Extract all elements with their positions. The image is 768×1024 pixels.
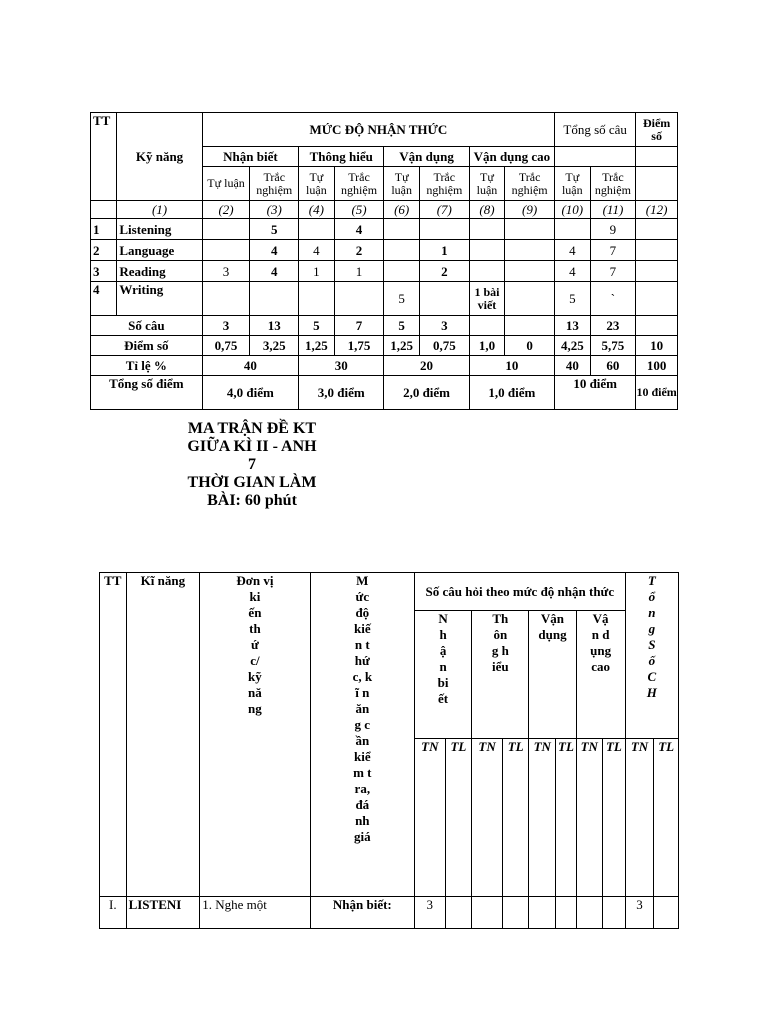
row-number: 2: [91, 240, 117, 261]
col-tl: TL: [654, 739, 679, 897]
table-cell: [636, 261, 678, 282]
empty-cell: [636, 147, 678, 167]
col-tn: TN: [414, 739, 445, 897]
table-cell: [334, 282, 384, 316]
col-tl: TL: [556, 739, 576, 897]
table-cell: 4,0 điểm: [202, 376, 298, 410]
header-level: MỨC ĐỘ NHẬN THỨC: [202, 113, 554, 147]
title-line: THỜI GIAN LÀM: [187, 474, 317, 491]
table-cell: 4: [250, 261, 299, 282]
table-cell: [469, 219, 505, 240]
sub-multiple-choice: Trắc nghiệm: [419, 167, 469, 201]
table-cell: 5: [299, 316, 335, 336]
header-skill: Kỹ năng: [117, 113, 202, 201]
level-comprehension: Thông hiểu: [299, 147, 384, 167]
table-cell: [636, 219, 678, 240]
table-cell: 2: [334, 240, 384, 261]
header-unit-line1: Đơn vị: [236, 573, 274, 588]
summary-label: Điểm số: [91, 336, 203, 356]
summary-label: Tỉ lệ %: [91, 356, 203, 376]
col-index: (2): [202, 201, 250, 219]
table-cell: 5: [250, 219, 299, 240]
table-cell: 4: [334, 219, 384, 240]
col-index: (6): [384, 201, 420, 219]
row-skill: LISTENI: [126, 897, 200, 929]
header-tt: TT: [100, 573, 127, 897]
header-total-questions: Tổng số câu: [555, 113, 636, 147]
level-recognition: Nhận biết: [202, 147, 298, 167]
col-tn: TN: [576, 739, 603, 897]
table-cell: 13: [555, 316, 591, 336]
table-cell: 100: [636, 356, 678, 376]
sub-essay: Tự luận: [555, 167, 591, 201]
sub-essay: Tự luận: [384, 167, 420, 201]
table-cell: [555, 219, 591, 240]
table-cell: 4: [555, 240, 591, 261]
header-unit: [200, 573, 310, 897]
table-cell: 5: [384, 316, 420, 336]
col-tn: TN: [472, 739, 503, 897]
col-tn: TN: [625, 739, 654, 897]
table-cell: 3: [202, 261, 250, 282]
summary-label: Tổng số điểm: [91, 376, 203, 410]
table-cell: 5: [384, 282, 420, 316]
col-index: (4): [299, 201, 335, 219]
table-cell: [419, 282, 469, 316]
table-cell: 10: [636, 336, 678, 356]
table-cell: [469, 261, 505, 282]
row-number: 3: [91, 261, 117, 282]
level-recognition-text: Nhận biết: [437, 611, 449, 706]
header-unit-line2: kiến thức/ kỹ năng: [248, 589, 262, 716]
level-high-application-text: Vận dụng cao: [590, 611, 612, 674]
row-unit: 1. Nghe một: [200, 897, 310, 929]
table-cell: 3: [202, 316, 250, 336]
col-index: (10): [555, 201, 591, 219]
col-tl: TL: [603, 739, 626, 897]
col-index: (8): [469, 201, 505, 219]
col-index: (9): [505, 201, 555, 219]
specification-table: [99, 572, 679, 929]
table-cell: [505, 261, 555, 282]
table-cell: 1,25: [384, 336, 420, 356]
table-cell: 0,75: [202, 336, 250, 356]
table-cell: 3,0 điểm: [299, 376, 384, 410]
table-cell: 4: [299, 240, 335, 261]
row-skill: Reading: [117, 261, 202, 282]
sub-essay: Tự luận: [202, 167, 250, 201]
col-tl: TL: [445, 739, 472, 897]
row-level: Nhận biết:: [310, 897, 414, 929]
col-index: (5): [334, 201, 384, 219]
col-tn: TN: [529, 739, 556, 897]
table-cell: 4,25: [555, 336, 591, 356]
table-cell: 23: [590, 316, 636, 336]
header-question-count: Số câu hỏi theo mức độ nhận thức: [414, 573, 625, 611]
table-cell: [505, 316, 555, 336]
table-cell: `: [590, 282, 636, 316]
row-skill: Writing: [117, 282, 202, 316]
summary-label: Số câu: [91, 316, 203, 336]
header-total: [625, 573, 678, 739]
header-total-text: Tổng Số CH: [646, 573, 657, 700]
table-cell: [299, 219, 335, 240]
sub-multiple-choice: Trắc nghiệm: [590, 167, 636, 201]
table-cell: [202, 240, 250, 261]
matrix-table: [90, 112, 678, 410]
sub-essay: Tự luận: [299, 167, 335, 201]
table-cell: 3: [419, 316, 469, 336]
table-cell: 0,75: [419, 336, 469, 356]
table-cell: 30: [299, 356, 384, 376]
sub-multiple-choice: Trắc nghiệm: [334, 167, 384, 201]
table-cell: [202, 219, 250, 240]
table-cell: 40: [202, 356, 298, 376]
table-cell: [250, 282, 299, 316]
table-cell: 13: [250, 316, 299, 336]
header-score: Điểm số: [636, 113, 678, 147]
table-cell: 10 điểm: [636, 376, 678, 410]
table-cell: 10: [469, 356, 554, 376]
col-tl: TL: [502, 739, 529, 897]
document-title: [172, 420, 332, 510]
level-application: Vận dụng: [529, 611, 576, 739]
table-cell: 1: [334, 261, 384, 282]
table-cell: 1,75: [334, 336, 384, 356]
level-application: Vận dụng: [384, 147, 469, 167]
table-cell: [636, 282, 678, 316]
table-cell: 1: [419, 240, 469, 261]
table-cell: [202, 282, 250, 316]
table-cell: [505, 282, 555, 316]
table-cell: 5,75: [590, 336, 636, 356]
table-cell: 1: [299, 261, 335, 282]
table-cell: 3,25: [250, 336, 299, 356]
table-cell: [419, 219, 469, 240]
col-index: (3): [250, 201, 299, 219]
table-cell: 7: [334, 316, 384, 336]
header-tt: TT: [91, 113, 117, 201]
table-cell: [469, 316, 505, 336]
table-cell: [469, 240, 505, 261]
col-index: (11): [590, 201, 636, 219]
table-cell: 60: [590, 356, 636, 376]
table-cell: [384, 240, 420, 261]
table-cell: [636, 240, 678, 261]
table-cell: 3: [414, 897, 445, 929]
table-cell: 10 điểm: [555, 376, 636, 410]
table-cell: 3: [625, 897, 654, 929]
table-cell: [636, 316, 678, 336]
table-cell: 0: [505, 336, 555, 356]
table-cell: 1,0: [469, 336, 505, 356]
title-line: 7: [248, 456, 256, 473]
level-high-application: [576, 611, 625, 739]
header-knowledge-level-text: Mức độ kiến thức, kĩ năng cần kiểm tra, đánh giá: [352, 573, 373, 844]
header-skill: Kĩ năng: [126, 573, 200, 897]
table-cell: [299, 282, 335, 316]
table-cell: 4: [555, 261, 591, 282]
table-cell: 7: [590, 261, 636, 282]
header-knowledge-level: [310, 573, 414, 897]
table-cell: 7: [590, 240, 636, 261]
row-number: 4: [91, 282, 117, 316]
row-skill: Listening: [117, 219, 202, 240]
table-cell: 1,25: [299, 336, 335, 356]
table-cell: 20: [384, 356, 469, 376]
table-cell: 1,0 điểm: [469, 376, 554, 410]
level-comprehension-text: Thông hiểu: [491, 611, 509, 674]
title-line: BÀI: 60 phút: [207, 492, 297, 509]
sub-multiple-choice: Trắc nghiệm: [250, 167, 299, 201]
table-cell: 40: [555, 356, 591, 376]
sub-essay: Tự luận: [469, 167, 505, 201]
level-recognition: [414, 611, 471, 739]
level-high-application: Vận dụng cao: [469, 147, 554, 167]
row-skill: Language: [117, 240, 202, 261]
table-cell: 4: [250, 240, 299, 261]
row-number: I.: [100, 897, 127, 929]
table-cell: 5: [555, 282, 591, 316]
sub-multiple-choice: Trắc nghiệm: [505, 167, 555, 201]
table-cell: [505, 219, 555, 240]
row-number: 1: [91, 219, 117, 240]
title-line: GIỮA KÌ II - ANH: [187, 438, 317, 455]
table-cell: 2: [419, 261, 469, 282]
table-cell: 2,0 điểm: [384, 376, 469, 410]
empty-cell: [636, 167, 678, 201]
col-index: (7): [419, 201, 469, 219]
col-index: (1): [117, 201, 202, 219]
table-cell: 9: [590, 219, 636, 240]
empty-cell: [555, 147, 636, 167]
level-comprehension: [472, 611, 529, 739]
col-index: (12): [636, 201, 678, 219]
table-cell: [384, 219, 420, 240]
table-cell: [505, 240, 555, 261]
table-cell: [384, 261, 420, 282]
title-line: MA TRẬN ĐỀ KT: [187, 420, 317, 437]
table-cell: 1 bài viết: [469, 282, 505, 316]
